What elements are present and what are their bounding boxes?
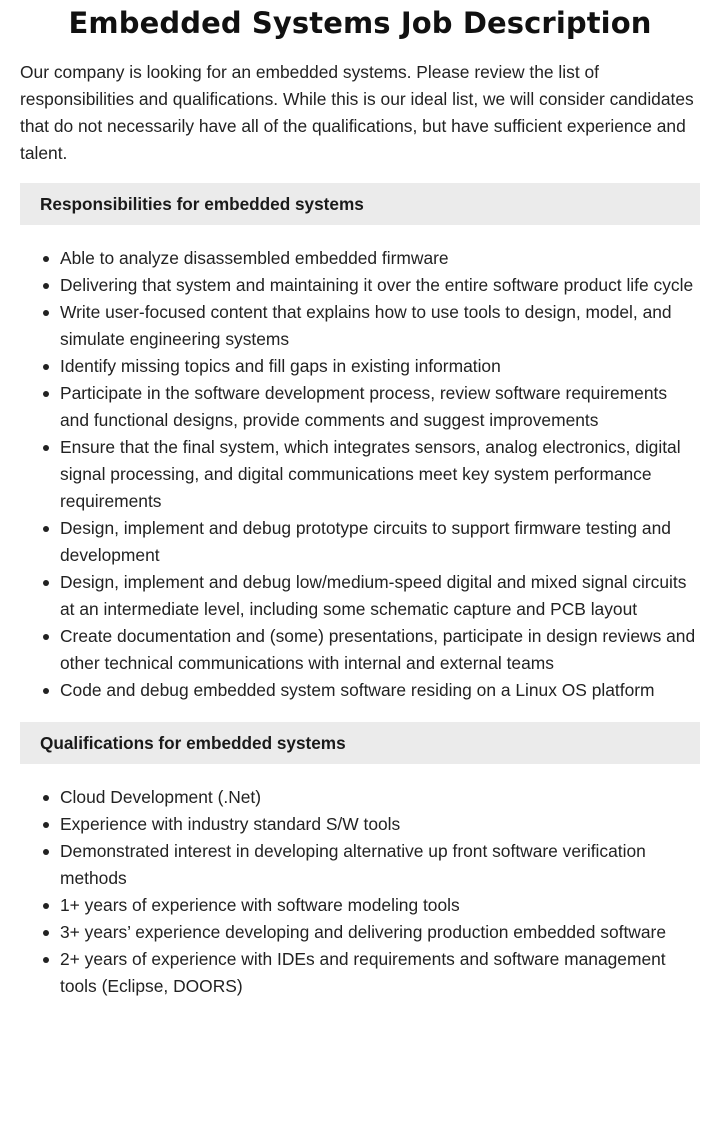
list-item: Design, implement and debug low/medium-speed digital and mixed signal circuits at an intermediate level, including some schematic capture and PCB layout (60, 569, 700, 623)
list-item: Code and debug embedded system software residing on a Linux OS platform (60, 677, 700, 704)
list-item: Identify missing topics and fill gaps in existing information (60, 353, 700, 380)
qualifications-list (20, 784, 700, 1000)
list-item: 2+ years of experience with IDEs and requirements and software management tools (Eclipse, DOORS) (60, 946, 700, 1000)
list-item: Participate in the software development process, review software requirements and functional designs, provide comments and suggest improvements (60, 380, 700, 434)
page-title: Embedded Systems Job Description (68, 6, 652, 40)
intro-paragraph: Our company is looking for an embedded systems. Please review the list of responsibilities and qualifications. While this is our ideal list, we will consider candidates that do not necessarily have all of the qualifications, but have sufficient experience and talent. (20, 62, 694, 163)
list-item: Cloud Development (.Net) (60, 784, 700, 811)
list-item: 1+ years of experience with software modeling tools (60, 892, 700, 919)
list-item: Demonstrated interest in developing alternative up front software verification methods (60, 838, 700, 892)
list-item: Experience with industry standard S/W tools (60, 811, 700, 838)
list-item: Create documentation and (some) presentations, participate in design reviews and other technical communications with internal and external teams (60, 623, 700, 677)
list-item: 3+ years’ experience developing and delivering production embedded software (60, 919, 700, 946)
list-item: Delivering that system and maintaining it over the entire software product life cycle (60, 272, 700, 299)
qualifications-heading: Qualifications for embedded systems (20, 722, 700, 764)
list-item: Ensure that the final system, which integrates sensors, analog electronics, digital signal processing, and digital communications meet key system performance requirements (60, 434, 700, 515)
list-item: Write user-focused content that explains how to use tools to design, model, and simulate engineering systems (60, 299, 700, 353)
responsibilities-list (20, 245, 700, 704)
responsibilities-heading: Responsibilities for embedded systems (20, 183, 700, 225)
list-item: Able to analyze disassembled embedded firmware (60, 245, 700, 272)
list-item: Design, implement and debug prototype circuits to support firmware testing and development (60, 515, 700, 569)
